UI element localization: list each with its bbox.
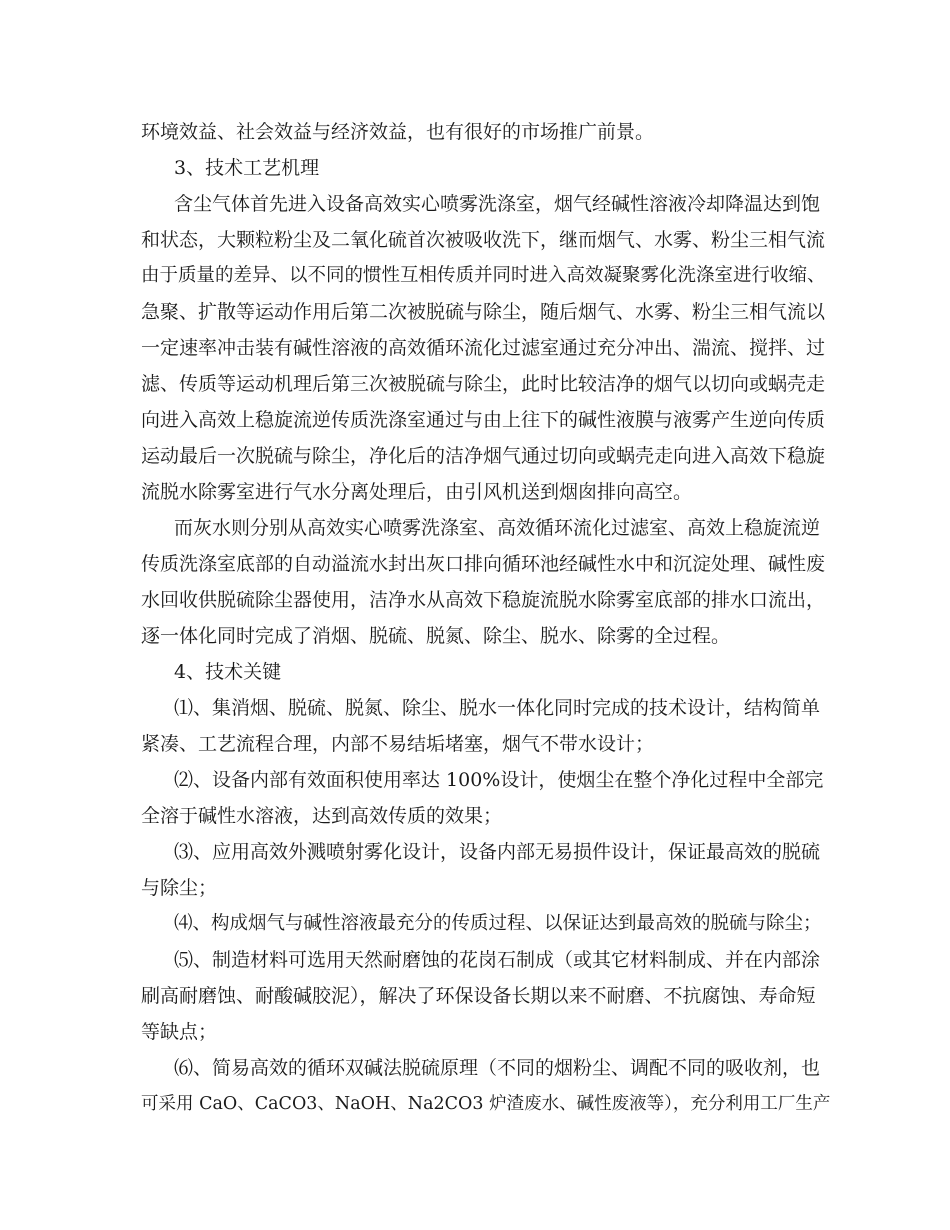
text-line: 逐一体化同时完成了消烟、脱硫、脱氮、除尘、脱水、除雾的全过程。 (141, 625, 731, 647)
text-line: 滤、传质等运动机理后第三次被脱硫与除尘，此时比较洁净的烟气以切向或蜗壳走 (141, 373, 826, 395)
text-line: 水回收供脱硫除尘器使用，洁净水从高效下稳旋流脱水除雾室底部的排水口流出， (141, 589, 826, 611)
text-line: 与除尘； (141, 877, 218, 899)
text-line: 全溶于碱性水溶液，达到高效传质的效果； (141, 805, 503, 827)
text-line: 环境效益、社会效益与经济效益，也有很好的市场推广前景。 (141, 121, 655, 143)
text-line: 流脱水除雾室进行气水分离处理后，由引风机送到烟囱排向高空。 (141, 481, 693, 503)
section-heading: 4、技术关键 (174, 661, 282, 683)
text-line: 可采用 CaO、CaCO3、NaOH、Na2CO3 炉渣废水、碱性废液等），充分利用工厂生产 (141, 1094, 831, 1114)
text-line: ⑵、设备内部有效面积使用率达 100%设计，使烟尘在整个净化过程中全部完 (174, 769, 824, 791)
text-line: 由于质量的差异、以不同的惯性互相传质并同时进入高效凝聚雾化洗涤室进行收缩、 (141, 265, 826, 286)
text-line: ⑴、集消烟、脱硫、脱氮、除尘、脱水一体化同时完成的技术设计，结构简单 (174, 697, 821, 719)
section-heading: 3、技术工艺机理 (174, 157, 320, 179)
text-line: 而灰水则分别从高效实心喷雾洗涤室、高效循环流化过滤室、高效上稳旋流逆 (174, 517, 821, 539)
text-line: 和状态，大颗粒粉尘及二氧化硫首次被吸收洗下，继而烟气、水雾、粉尘三相气流 (141, 229, 826, 251)
text-line: 刷高耐磨蚀、耐酸碱胶泥），解决了环保设备长期以来不耐磨、不抗腐蚀、寿命短 (141, 985, 816, 1007)
text-line: 含尘气体首先进入设备高效实心喷雾洗涤室，烟气经碱性溶液冷却降温达到饱 (174, 193, 821, 215)
text-line: 一定速率冲击装有碱性溶液的高效循环流化过滤室通过充分冲出、湍流、搅拌、过 (141, 337, 826, 359)
text-line: 向进入高效上稳旋流逆传质洗涤室通过与由上往下的碱性液膜与液雾产生逆向传质 (141, 409, 826, 431)
text-line: ⑷、构成烟气与碱性溶液最充分的传质过程、以保证达到最高效的脱硫与除尘； (174, 913, 822, 934)
text-line: 紧凑、工艺流程合理，内部不易结垢堵塞，烟气不带水设计； (141, 733, 655, 755)
text-line: ⑶、应用高效外溅喷射雾化设计，设备内部无易损件设计，保证最高效的脱硫 (174, 841, 821, 863)
text-line: 运动最后一次脱硫与除尘，净化后的洁净烟气通过切向或蜗壳走向进入高效下稳旋 (141, 445, 826, 467)
text-line: 急聚、扩散等运动作用后第二次被脱硫与除尘，随后烟气、水雾、粉尘三相气流以 (141, 301, 826, 323)
text-line: 传质洗涤室底部的自动溢流水封出灰口排向循环池经碱性水中和沉淀处理、碱性废 (141, 553, 826, 575)
text-line: ⑸、制造材料可选用天然耐磨蚀的花岗石制成（或其它材料制成、并在内部涂 (174, 949, 821, 971)
text-line: 等缺点； (141, 1021, 218, 1043)
text-line: ⑹、简易高效的循环双碱法脱硫原理（不同的烟粉尘、调配不同的吸收剂，也 (174, 1057, 821, 1079)
